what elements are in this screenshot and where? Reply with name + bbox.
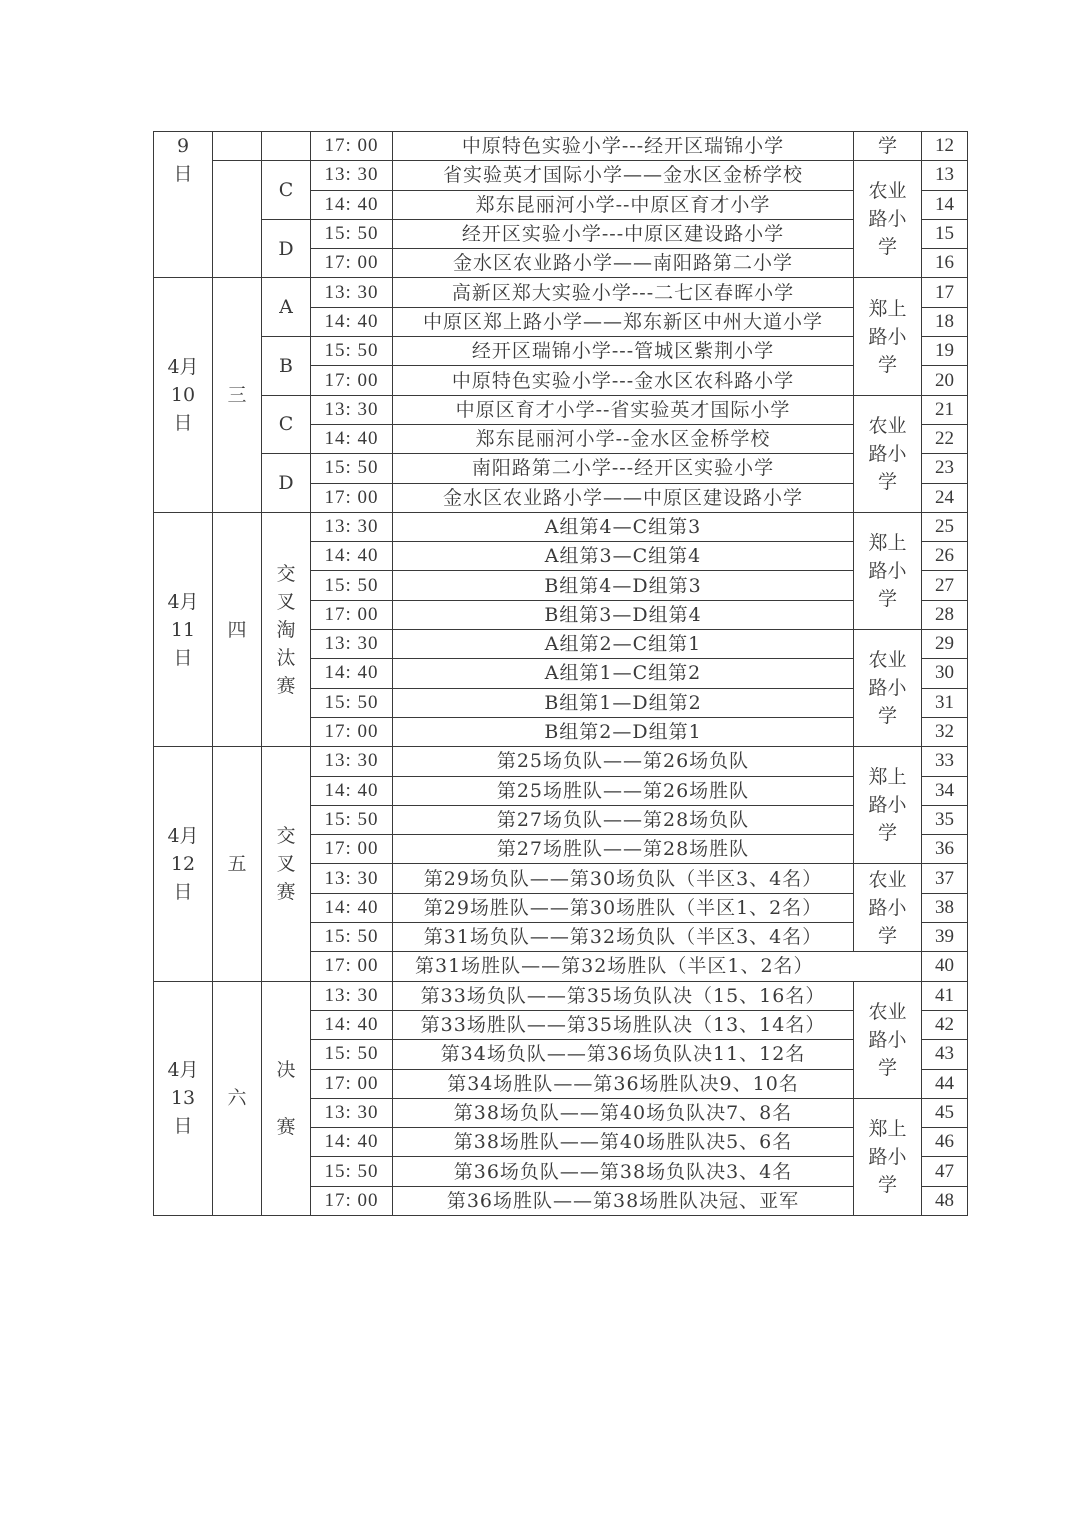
weekday-cell: [213, 161, 262, 278]
time-cell: 13: 30: [311, 161, 393, 190]
venue-cell: 郑上 路小 学: [854, 747, 922, 864]
match-cell: 经开区实验小学---中原区建设路小学: [393, 219, 854, 248]
match-number-cell: 46: [922, 1128, 968, 1157]
match-cell: 第27场负队——第28场负队: [393, 805, 854, 834]
match-number-cell: 19: [922, 337, 968, 366]
time-cell: 17: 00: [311, 717, 393, 746]
venue-cell: 农业 路小 学: [854, 864, 922, 952]
time-cell: 14: 40: [311, 659, 393, 688]
match-cell: 第33场负队——第35场负队决（15、16名）: [393, 981, 854, 1010]
time-cell: 13: 30: [311, 512, 393, 541]
date-cell: 4月 12 日: [154, 747, 213, 981]
match-cell: 第33场胜队——第35场胜队决（13、14名）: [393, 1010, 854, 1039]
venue-cell: 郑上 路小 学: [854, 278, 922, 395]
time-cell: 15: 50: [311, 688, 393, 717]
time-cell: 17: 00: [311, 600, 393, 629]
match-number-cell: 44: [922, 1069, 968, 1098]
time-cell: 14: 40: [311, 424, 393, 453]
time-cell: 13: 30: [311, 981, 393, 1010]
time-cell: 14: 40: [311, 307, 393, 336]
table-row: [154, 454, 968, 483]
match-number-cell: 31: [922, 688, 968, 717]
time-cell: 15: 50: [311, 1040, 393, 1069]
time-cell: 13: 30: [311, 864, 393, 893]
match-cell: 第29场胜队——第30场胜队（半区1、2名）: [393, 893, 854, 922]
match-number-cell: 18: [922, 307, 968, 336]
group-cell: D: [262, 454, 311, 513]
match-number-cell: 20: [922, 366, 968, 395]
match-cell: B组第4—D组第3: [393, 571, 854, 600]
match-number-cell: 36: [922, 835, 968, 864]
time-cell: 17: 00: [311, 1186, 393, 1215]
match-number-cell: 33: [922, 747, 968, 776]
stage-cell: 交 叉 淘 汰 赛: [262, 512, 311, 746]
venue-cell: 郑上 路小 学: [854, 512, 922, 629]
match-number-cell: 14: [922, 190, 968, 219]
venue-cell: 农业 路小 学: [854, 395, 922, 512]
time-cell: 17: 00: [311, 1069, 393, 1098]
table-row: [154, 395, 968, 424]
match-number-cell: 47: [922, 1157, 968, 1186]
time-cell: 17: 00: [311, 132, 393, 161]
match-number-cell: 40: [922, 952, 968, 981]
match-cell: A组第1—C组第2: [393, 659, 854, 688]
match-cell: 第25场负队——第26场负队: [393, 747, 854, 776]
time-cell: 15: 50: [311, 571, 393, 600]
match-cell: 第31场负队——第32场负队（半区3、4名）: [393, 923, 854, 952]
time-cell: 13: 30: [311, 395, 393, 424]
match-number-cell: 37: [922, 864, 968, 893]
table-row: [154, 132, 968, 161]
table-row: [154, 512, 968, 541]
date-cell: 4月 11 日: [154, 512, 213, 746]
stage-cell: 决 赛: [262, 981, 311, 1215]
match-cell: A组第3—C组第4: [393, 542, 854, 571]
match-cell: 中原特色实验小学---金水区农科路小学: [393, 366, 854, 395]
date-cell: 9 日: [154, 132, 213, 278]
match-number-cell: 13: [922, 161, 968, 190]
time-cell: 13: 30: [311, 630, 393, 659]
match-number-cell: 25: [922, 512, 968, 541]
match-number-cell: 32: [922, 717, 968, 746]
time-cell: 17: 00: [311, 366, 393, 395]
group-cell: C: [262, 395, 311, 454]
time-cell: 15: 50: [311, 805, 393, 834]
match-number-cell: 29: [922, 630, 968, 659]
match-cell: 第34场胜队——第36场胜队决9、10名: [393, 1069, 854, 1098]
match-number-cell: 27: [922, 571, 968, 600]
match-cell: 经开区瑞锦小学---管城区紫荆小学: [393, 337, 854, 366]
weekday-cell: 六: [213, 981, 262, 1215]
time-cell: 15: 50: [311, 337, 393, 366]
match-number-cell: 26: [922, 542, 968, 571]
match-cell: 郑东昆丽河小学--金水区金桥学校: [393, 424, 854, 453]
group-cell: [262, 132, 311, 161]
match-cell: 第31场胜队——第32场胜队（半区1、2名）: [393, 952, 922, 981]
weekday-cell: 三: [213, 278, 262, 512]
weekday-cell: 四: [213, 512, 262, 746]
table-row: [154, 747, 968, 776]
match-number-cell: 39: [922, 923, 968, 952]
table-row: [154, 337, 968, 366]
group-cell: D: [262, 219, 311, 278]
match-number-cell: 12: [922, 132, 968, 161]
table-row: [154, 161, 968, 190]
match-number-cell: 34: [922, 776, 968, 805]
venue-cell: 农业 路小 学: [854, 981, 922, 1098]
group-cell: B: [262, 337, 311, 396]
time-cell: 14: 40: [311, 542, 393, 571]
match-cell: 中原区育才小学--省实验英才国际小学: [393, 395, 854, 424]
date-cell: 4月 13 日: [154, 981, 213, 1215]
venue-cell: 农业 路小 学: [854, 161, 922, 278]
time-cell: 15: 50: [311, 923, 393, 952]
match-cell: 中原特色实验小学---经开区瑞锦小学: [393, 132, 854, 161]
match-cell: 第38场负队——第40场负队决7、8名: [393, 1098, 854, 1127]
match-cell: 第27场胜队——第28场胜队: [393, 835, 854, 864]
time-cell: 15: 50: [311, 1157, 393, 1186]
match-number-cell: 24: [922, 483, 968, 512]
weekday-cell: [213, 132, 262, 161]
group-cell: A: [262, 278, 311, 337]
match-cell: 南阳路第二小学---经开区实验小学: [393, 454, 854, 483]
match-cell: 金水区农业路小学——南阳路第二小学: [393, 249, 854, 278]
schedule-table: [153, 131, 968, 1216]
match-cell: 第36场负队——第38场负队决3、4名: [393, 1157, 854, 1186]
match-number-cell: 22: [922, 424, 968, 453]
table-row: [154, 219, 968, 248]
match-number-cell: 45: [922, 1098, 968, 1127]
match-cell: 省实验英才国际小学——金水区金桥学校: [393, 161, 854, 190]
time-cell: 14: 40: [311, 1128, 393, 1157]
match-number-cell: 16: [922, 249, 968, 278]
venue-cell: 学: [854, 132, 922, 161]
time-cell: 14: 40: [311, 190, 393, 219]
match-cell: A组第4—C组第3: [393, 512, 854, 541]
match-cell: 第38场胜队——第40场胜队决5、6名: [393, 1128, 854, 1157]
match-cell: 第25场胜队——第26场胜队: [393, 776, 854, 805]
match-number-cell: 30: [922, 659, 968, 688]
group-cell: C: [262, 161, 311, 220]
match-number-cell: 41: [922, 981, 968, 1010]
time-cell: 14: 40: [311, 893, 393, 922]
match-cell: B组第1—D组第2: [393, 688, 854, 717]
time-cell: 15: 50: [311, 454, 393, 483]
match-cell: 高新区郑大实验小学---二七区春晖小学: [393, 278, 854, 307]
match-cell: 郑东昆丽河小学--中原区育才小学: [393, 190, 854, 219]
match-number-cell: 28: [922, 600, 968, 629]
time-cell: 17: 00: [311, 835, 393, 864]
time-cell: 17: 00: [311, 249, 393, 278]
match-cell: B组第2—D组第1: [393, 717, 854, 746]
table-row: [154, 981, 968, 1010]
time-cell: 17: 00: [311, 483, 393, 512]
match-cell: B组第3—D组第4: [393, 600, 854, 629]
match-cell: A组第2—C组第1: [393, 630, 854, 659]
match-number-cell: 15: [922, 219, 968, 248]
match-number-cell: 17: [922, 278, 968, 307]
venue-cell: 郑上 路小 学: [854, 1098, 922, 1215]
match-number-cell: 21: [922, 395, 968, 424]
match-cell: 第34场负队——第36场负队决11、12名: [393, 1040, 854, 1069]
time-cell: 14: 40: [311, 776, 393, 805]
time-cell: 13: 30: [311, 278, 393, 307]
match-cell: 第29场负队——第30场负队（半区3、4名）: [393, 864, 854, 893]
weekday-cell: 五: [213, 747, 262, 981]
match-cell: 第36场胜队——第38场胜队决冠、亚军: [393, 1186, 854, 1215]
match-number-cell: 42: [922, 1010, 968, 1039]
match-number-cell: 23: [922, 454, 968, 483]
date-cell: 4月 10 日: [154, 278, 213, 512]
venue-cell: 农业 路小 学: [854, 630, 922, 747]
match-cell: 金水区农业路小学——中原区建设路小学: [393, 483, 854, 512]
time-cell: 13: 30: [311, 1098, 393, 1127]
match-number-cell: 38: [922, 893, 968, 922]
match-cell: 中原区郑上路小学——郑东新区中州大道小学: [393, 307, 854, 336]
stage-cell: 交 叉 赛: [262, 747, 311, 981]
time-cell: 13: 30: [311, 747, 393, 776]
match-number-cell: 35: [922, 805, 968, 834]
time-cell: 15: 50: [311, 219, 393, 248]
time-cell: 17: 00: [311, 952, 393, 981]
time-cell: 14: 40: [311, 1010, 393, 1039]
match-number-cell: 43: [922, 1040, 968, 1069]
table-row: [154, 278, 968, 307]
match-number-cell: 48: [922, 1186, 968, 1215]
